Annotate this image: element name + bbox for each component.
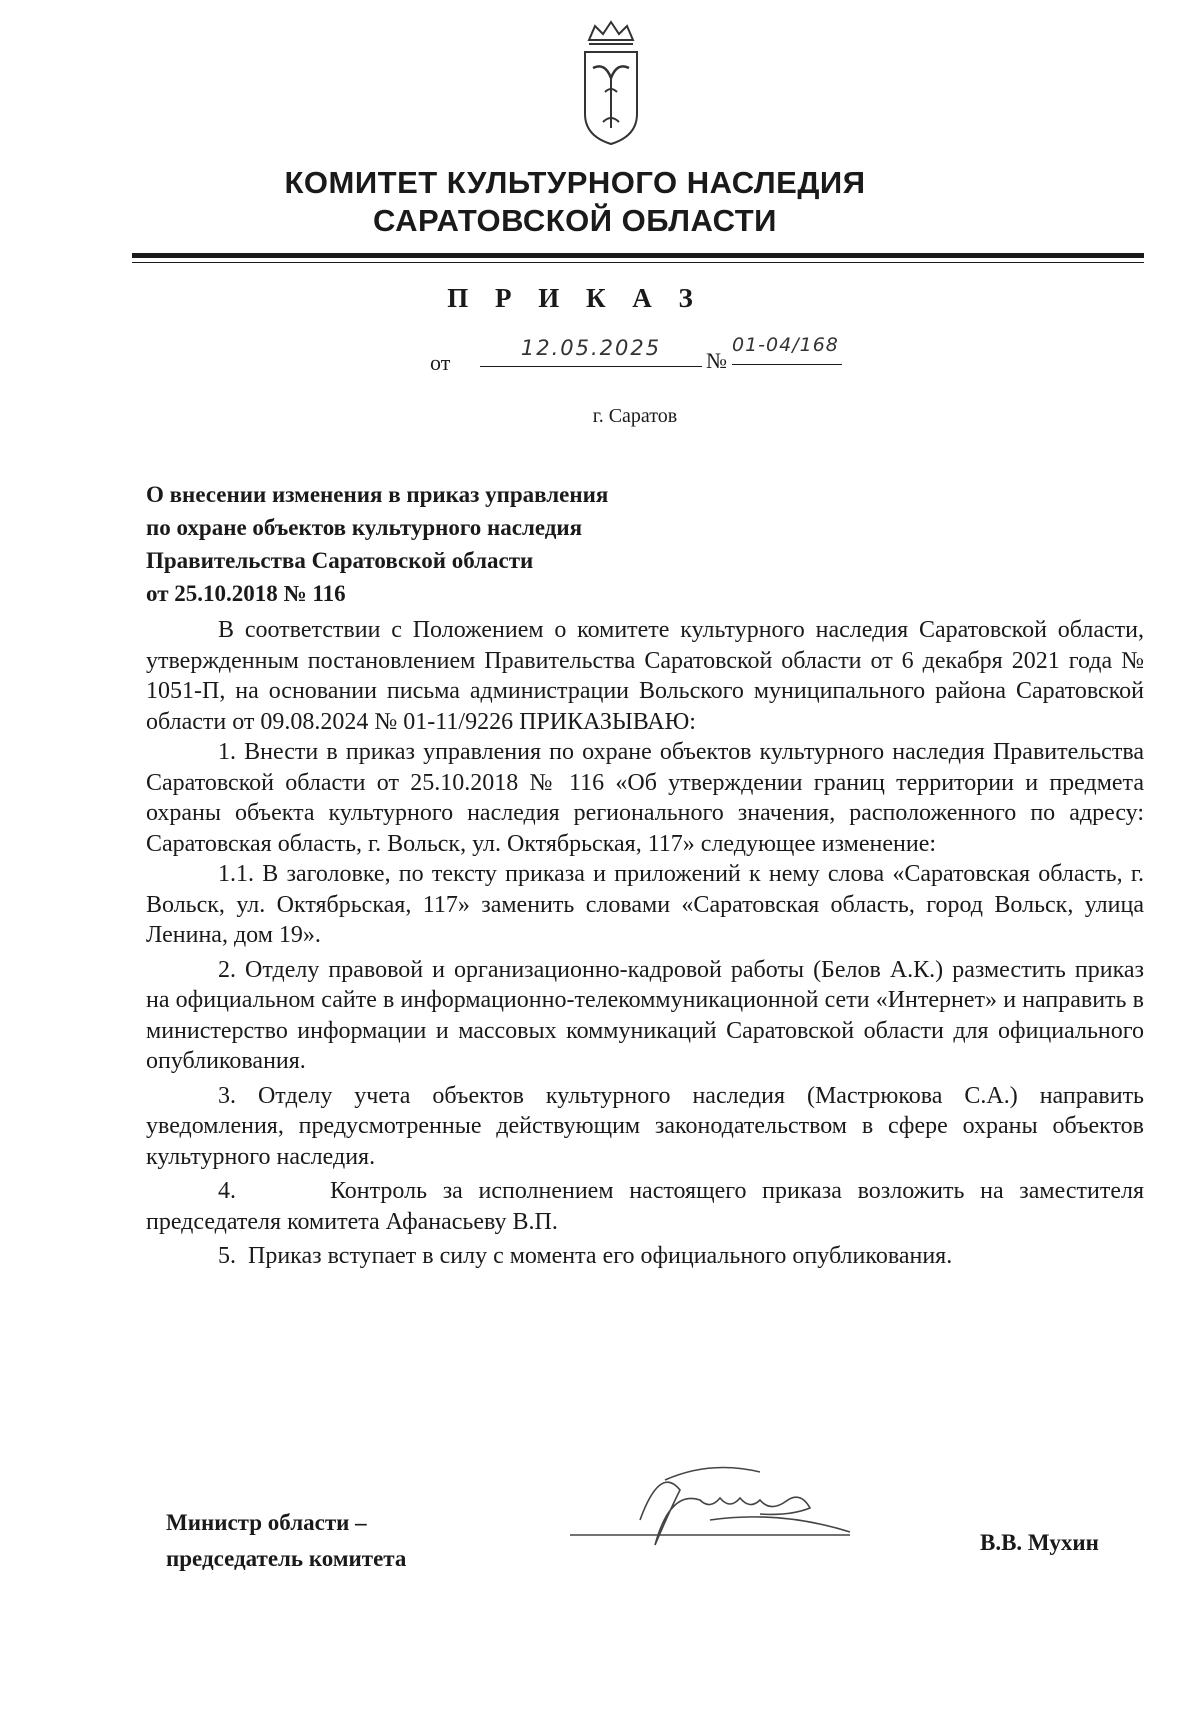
- city: г. Саратов: [592, 405, 678, 427]
- handwritten-signature-icon: [560, 1450, 920, 1570]
- document-body: [146, 615, 1150, 1272]
- subject-line: О внесении изменения в приказ управления: [146, 482, 609, 507]
- header-divider-thin: [132, 262, 1144, 263]
- item-1-1-paragraph: 1.1. В заголовке, по тексту приказа и приложений к нему слова «Саратовская область, г. Вольск, ул. Октябрьская, 117» заменить словами «Саратовская область, город Вольск, улица Ленина, дом 19».: [146, 861, 1144, 948]
- number-prefix: №: [706, 348, 727, 373]
- subject-line: Правительства Саратовской области: [146, 548, 534, 573]
- handwritten-number: 01-04/168: [732, 334, 842, 365]
- subject-line: от 25.10.2018 № 116: [146, 581, 346, 606]
- item-5-paragraph: 5. Приказ вступает в силу с момента его официального опубликования.: [218, 1243, 953, 1269]
- organization-name-line-1: КОМИТЕТ КУЛЬТУРНОГО НАСЛЕДИЯ: [284, 165, 866, 200]
- signatory-position: [166, 1505, 406, 1577]
- handwritten-date: 12.05.2025: [480, 336, 702, 367]
- position-line: Министр области –: [166, 1510, 367, 1535]
- subject-heading: [146, 478, 608, 610]
- date-prefix: от: [430, 350, 451, 375]
- preamble-paragraph: В соответствии с Положением о комитете культурного наследия Саратовской области, утвержденным постановлением Правительства Саратовской области от 6 декабря 2021 года № 1051-П, на основании письма администрации Вольского муниципального района Саратовской области от 09.08.2024 № 01-11/9226 ПРИКАЗЫВАЮ:: [146, 617, 1144, 735]
- item-3-paragraph: 3. Отделу учета объектов культурного наследия (Мастрюкова С.А.) направить уведомления, предусмотренные действующим законодательством в сфере охраны объектов культурного наследия.: [146, 1082, 1144, 1170]
- item-1-paragraph: 1. Внести в приказ управления по охране объектов культурного наследия Правительства Саратовской области от 25.10.2018 № 116 «Об утверждении границ территории и предмета охраны объекта культурного наследия регионального значения, расположенного по адресу: Саратовская область, г. Вольск, ул. Октябрьская, 117» следующее изменение:: [146, 739, 1144, 857]
- document-type: П Р И К А З: [447, 283, 703, 313]
- header-divider-thick: [132, 253, 1144, 258]
- item-4-paragraph: 4. Контроль за исполнением настоящего приказа возложить на заместителя председателя комитета Афанасьеву В.П.: [146, 1178, 1150, 1235]
- subject-line: по охране объектов культурного наследия: [146, 515, 583, 540]
- saratov-coat-of-arms-icon: [575, 18, 647, 148]
- item-2-paragraph: 2. Отделу правовой и организационно-кадровой работы (Белов А.К.) разместить приказ на официальном сайте в информационно-телекоммуникационной сети «Интернет» и направить в министерство информации и массовых коммуникаций Саратовской области для официального опубликования.: [146, 956, 1144, 1074]
- signatory-name: В.В. Мухин: [980, 1530, 1099, 1555]
- position-line: председатель комитета: [166, 1546, 407, 1571]
- organization-name-line-2: САРАТОВСКОЙ ОБЛАСТИ: [373, 203, 777, 238]
